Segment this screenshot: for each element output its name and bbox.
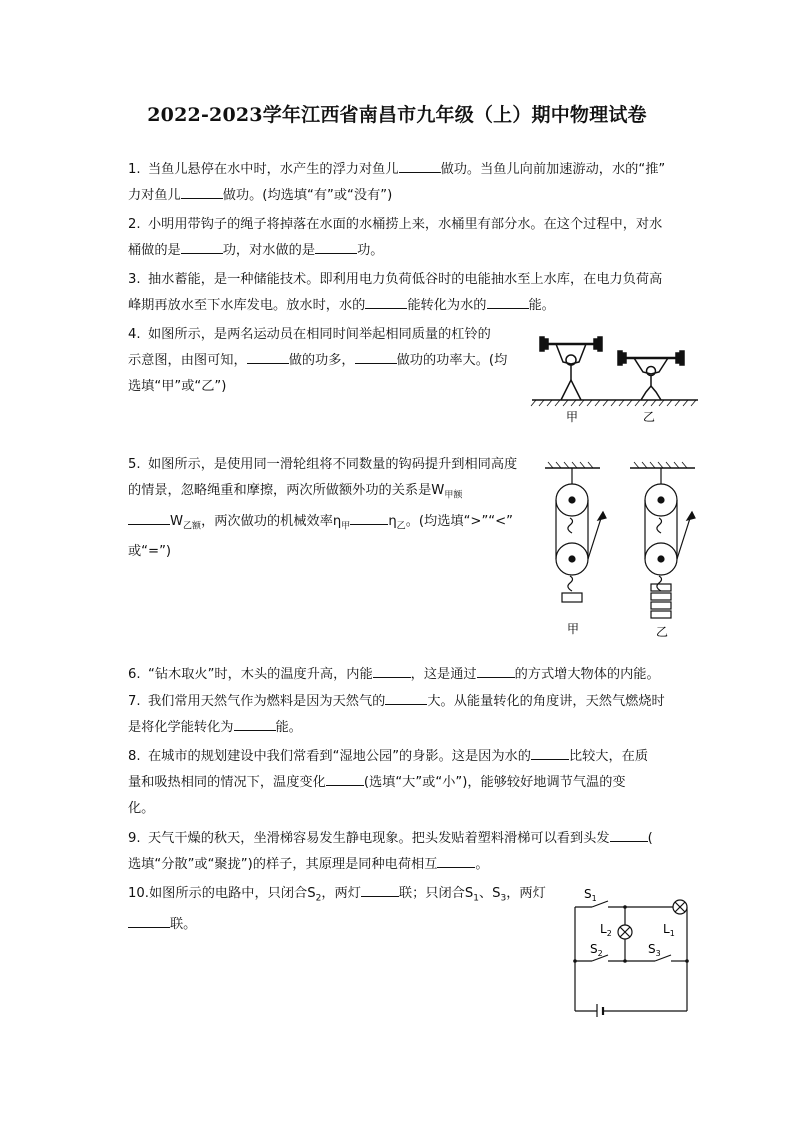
answer-blank [487, 296, 529, 309]
question-text: ，这是通过 [410, 667, 477, 682]
question-text: η [388, 513, 397, 529]
answer-blank [355, 351, 397, 364]
question-text: 做功。(均选填“有”或“没有”) [222, 188, 393, 203]
question-3 [128, 267, 662, 319]
page-title: 2022-2023学年江西省南昌市九年级（上）期中物理试卷 [147, 104, 647, 126]
question-text: 做的功多， [288, 353, 355, 368]
question-text: 大。从能量转化的角度讲，天然气燃烧时 [427, 694, 665, 709]
pulley-figure [540, 460, 700, 640]
answer-blank [477, 665, 515, 678]
answer-blank [128, 915, 170, 928]
question-text: 力对鱼儿 [128, 188, 181, 203]
label-l1: $L_1$ [663, 922, 675, 938]
question-text: 抽水蓄能，是一种储能技术。即利用电力负荷低谷时的电能抽水至上水库，在电力负荷高 [148, 272, 663, 287]
question-8 [128, 744, 648, 822]
question-text: ，两灯 [321, 886, 361, 901]
circuit-diagram [570, 885, 695, 1017]
answer-blank [234, 718, 276, 731]
answer-blank [399, 160, 441, 173]
figure-label-jia: 甲 [566, 410, 579, 424]
question-text: 做功。当鱼儿向前加速游动，水的“推” [440, 162, 666, 177]
question-text: 当鱼儿悬停在水中时，水产生的浮力对鱼儿 [148, 162, 399, 177]
question-text: 化。 [128, 801, 155, 816]
question-5 [128, 452, 517, 565]
question-text: 。 [475, 857, 489, 872]
question-number: 1. [128, 162, 141, 177]
question-text: “钻木取火”时，木头的温度升高，内能 [148, 667, 373, 682]
answer-blank [315, 241, 357, 254]
question-text: 在城市的规划建设中我们常看到“湿地公园”的身影。这是因为水的 [148, 749, 531, 764]
lifter-jia [540, 337, 602, 400]
question-text: 的方式增大物体的内能。 [514, 667, 660, 682]
question-text: 峰期再放水至下水库发电。放水时，水的 [128, 298, 366, 313]
question-2 [128, 212, 662, 264]
question-text: 我们常用天然气作为燃料是因为天然气的 [148, 694, 386, 709]
answer-blank [365, 296, 407, 309]
question-number: 8. [128, 749, 141, 764]
label-s1: $S_1$ [584, 887, 597, 903]
question-10 [128, 881, 546, 938]
question-number: 6. [128, 667, 141, 682]
subscript: 乙额 [183, 521, 202, 532]
answer-blank [350, 512, 388, 525]
question-text: 功，对水做的是 [222, 243, 316, 258]
question-text: 天气干燥的秋天，坐滑梯容易发生静电现象。把头发贴着塑料滑梯可以看到头发 [148, 831, 610, 846]
figure-label-yi: 乙 [656, 625, 669, 639]
question-text: 示意图，由图可知， [128, 353, 247, 368]
subscript: 甲 [341, 521, 351, 532]
question-text: (选填“大”或“小”)，能够较好地调节气温的变 [363, 775, 626, 790]
subscript: 乙 [396, 521, 406, 532]
answer-blank [610, 829, 648, 842]
label-s3: $S_3$ [648, 942, 661, 958]
question-text: 是将化学能转化为 [128, 720, 234, 735]
question-text: 功。 [357, 243, 384, 258]
figure-label-jia: 甲 [567, 622, 580, 636]
answer-blank [361, 884, 399, 897]
question-number: 2. [128, 217, 141, 232]
subscript: 甲额 [444, 490, 463, 501]
answer-blank [531, 747, 569, 760]
answer-blank [385, 692, 427, 705]
question-text: 选填“分散”或“聚拢”)的样子，其原理是同种电荷相互 [128, 857, 438, 872]
question-text: W [170, 513, 184, 529]
question-number: 10. [128, 886, 149, 901]
question-number: 5. [128, 457, 141, 472]
answer-blank [181, 241, 223, 254]
question-text: 的情景，忽略绳重和摩擦，两次所做额外功的关系是W [128, 483, 445, 498]
label-s2: $S_2$ [590, 942, 603, 958]
question-text: ，两灯 [506, 886, 546, 901]
question-number: 3. [128, 272, 141, 287]
question-text: 能。 [275, 720, 302, 735]
subscript: 2 [315, 893, 322, 904]
question-text: 。(均选填“>”“<” [405, 513, 514, 529]
figure-label-yi: 乙 [643, 410, 656, 424]
question-7 [128, 689, 665, 741]
question-text: 如图所示的电路中，只闭合S [148, 886, 316, 901]
subscript: 1 [473, 893, 479, 904]
question-text: 或“=”) [128, 544, 172, 560]
answer-blank [247, 351, 289, 364]
question-text: 如图所示，是使用同一滑轮组将不同数量的钩码提升到相同高度 [148, 457, 518, 472]
answer-blank [437, 855, 475, 868]
question-1 [128, 157, 665, 209]
question-4 [128, 322, 507, 400]
lifter-yi [618, 351, 684, 400]
question-text: 做功的功率大。(均 [396, 353, 508, 368]
question-text: ( [647, 831, 653, 846]
question-text: 选填“甲”或“乙”) [128, 379, 227, 394]
answer-blank [373, 665, 411, 678]
label-l2: $L_2$ [600, 922, 612, 938]
weightlifters-figure [530, 330, 700, 425]
question-9 [128, 826, 653, 878]
answer-blank [181, 186, 223, 199]
question-number: 9. [128, 831, 141, 846]
question-text: ，两次做功的机械效率η [201, 513, 342, 529]
question-number: 4. [128, 327, 141, 342]
question-text: 能。 [528, 298, 555, 313]
subscript: 3 [500, 893, 507, 904]
question-text: 小明用带钩子的绳子将掉落在水面的水桶捞上来，水桶里有部分水。在这个过程中，对水 [148, 217, 663, 232]
question-text: 联；只闭合S [398, 886, 474, 901]
question-text: 量和吸热相同的情况下，温度变化 [128, 775, 326, 790]
question-text: 比较大，在质 [568, 749, 649, 764]
answer-blank [326, 773, 364, 786]
question-text: 联。 [170, 916, 197, 932]
question-text: 桶做的是 [128, 243, 181, 258]
answer-blank [128, 512, 170, 525]
question-text: 如图所示，是两名运动员在相同时间举起相同质量的杠铃的 [148, 327, 491, 342]
question-number: 7. [128, 694, 141, 709]
question-text: 、S [478, 886, 501, 901]
question-6 [128, 662, 660, 688]
question-text: 能转化为水的 [407, 298, 487, 313]
